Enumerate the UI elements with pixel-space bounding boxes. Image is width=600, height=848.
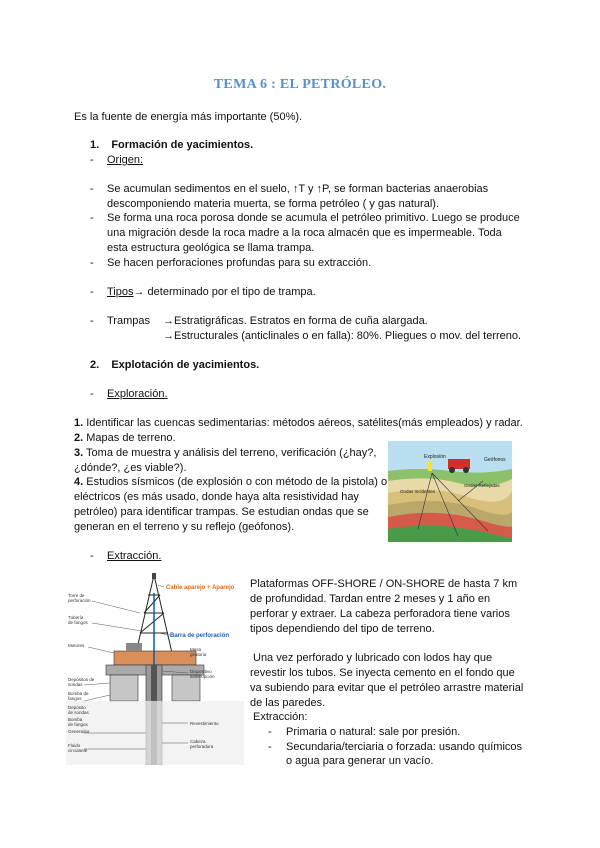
bomba-label-1: Bomba de — [68, 691, 89, 696]
extraccion-item1: Primaria o natural: sale por presión. — [286, 726, 461, 738]
cable-label: Cable aparejo + Aparejo — [166, 585, 235, 591]
barra-label: Barra de perforación — [170, 633, 230, 639]
dash: - — [90, 212, 94, 224]
explosion-label: Explosión — [424, 454, 446, 460]
section1-heading — [90, 138, 253, 153]
bullet2-line3: esta estructura geológica se llama trampa. — [107, 242, 315, 254]
bullet3: Se hacen perforaciones profundas para su extracción. — [107, 257, 372, 269]
extraccion-label: Extracción. — [107, 550, 162, 562]
intro-text: Es la fuente de energía más importante (50%). — [74, 111, 303, 123]
oil-rig-illustration — [66, 573, 244, 765]
dash: - — [90, 550, 94, 562]
bullet2-line1: Se forma una roca porosa donde se acumula el petróleo primitivo. Luego se produce — [107, 212, 520, 224]
section2-heading — [90, 358, 259, 373]
geofonos-label: Geófonos — [484, 457, 506, 463]
item4-line3: petróleo) para identificar trampas. Se estudian ondas que se — [74, 506, 369, 518]
item3-text: Toma de muestra y análisis del terreno, verificación (¿hay?, — [83, 447, 377, 459]
section2-title: Explotación de yacimientos. — [111, 359, 260, 371]
depositos-label-2: sondas — [68, 682, 83, 687]
tipos-label: Tipos — [107, 286, 134, 298]
depositos-label-1: Depósitos de — [68, 677, 95, 682]
item1 — [74, 416, 523, 431]
cabeza-label-2: perforadora — [190, 744, 214, 749]
reflejadas-label: Ondas Reflejadas — [464, 483, 500, 488]
bullet1-line1: Se acumulan sedimentos en el suelo, ↑T y ↑P, se forman bacterias anaerobias — [107, 183, 489, 195]
dash: - — [90, 388, 94, 400]
tuberia-label-1: Tubería — [68, 615, 84, 620]
dispositivo-label-1: Dispositivo — [190, 669, 212, 674]
p2-line1: Una vez perforado y lubricado con lodos hay que — [253, 652, 493, 664]
item3-line1 — [74, 446, 376, 461]
item2 — [74, 431, 176, 446]
section1-title: Formación de yacimientos. — [111, 139, 254, 151]
item2-num: 2. — [74, 432, 84, 444]
item4-line4: generan en el terreno y su reflejo (geófonos). — [74, 521, 295, 533]
item4-num: 4. — [74, 476, 84, 488]
p3-label: Extracción: — [253, 711, 308, 723]
seismic-survey-illustration — [388, 441, 512, 542]
dash: - — [90, 183, 94, 195]
item2-text: Mapas de terreno. — [83, 432, 176, 444]
item3-num: 3. — [74, 447, 84, 459]
bullet1-line2: descomponiendo materia muerta, se forma petróleo ( y gas natural). — [107, 198, 439, 210]
dash: - — [268, 726, 272, 738]
cabeza-label-1: Cabeza — [190, 739, 206, 744]
mesa-label-2: giratoria — [190, 652, 207, 657]
incidentes-label: Ondas Incidentes — [400, 489, 436, 494]
section1-number: 1. — [90, 139, 100, 151]
dash: - — [90, 257, 94, 269]
item3-line2: ¿dónde?, ¿es viable?). — [74, 462, 187, 474]
torre-label-1: Torre de — [68, 593, 85, 598]
bomba2-label-1: Bomba — [68, 717, 83, 722]
trampas-line1: →Estratigráficas. Estratos en forma de cuña alargada. — [163, 315, 428, 327]
p1-line2: de profundidad. Tardan entre 2 meses y 1 año en — [250, 593, 491, 605]
bullet2-line2: una migración desde la roca madre a la roca almacén que es impermeable. Toda — [107, 227, 502, 239]
sondas-label-2: de sondas — [68, 710, 89, 715]
p1-line4: tipos dependiendo del tipo de terreno. — [250, 623, 435, 635]
dispositivo-label-2: antierupción — [190, 674, 215, 679]
tipos-rest: → determinado por el tipo de trampa. — [133, 286, 316, 298]
exploracion-label: Exploración. — [107, 388, 168, 400]
item1-num: 1. — [74, 417, 84, 429]
revestimiento-label: Revestimiento — [190, 721, 219, 726]
dash: - — [90, 315, 94, 327]
torre-label-2: perforación — [68, 598, 91, 603]
item4-line2: eléctricos (es más usado, donde haya alta resistividad hay — [74, 491, 359, 503]
dash: - — [90, 286, 94, 298]
section2-number: 2. — [90, 359, 100, 371]
p2-line3: va subiendo para evitar que el petróleo arrastre material — [250, 682, 524, 694]
bomba-label-2: fangos — [68, 696, 82, 701]
sondas-label-1: Depósito — [68, 705, 86, 710]
extraccion-item2-line2: o agua para generar un vacío. — [286, 755, 434, 767]
tuberia-label-2: de fangos — [68, 620, 88, 625]
dash: - — [268, 741, 272, 753]
fluido-label-1: Fluido — [68, 743, 81, 748]
item4-line1 — [74, 475, 387, 490]
bomba2-label-2: de fangos — [68, 722, 88, 727]
tipos-line — [107, 285, 316, 300]
item1-text: Identificar las cuencas sedimentarias: métodos aéreos, satélites(más empleados) y radar. — [83, 417, 523, 429]
p2-line4: de las paredes. — [250, 697, 326, 709]
motores-label: Motores — [68, 643, 85, 648]
extraccion-item2-line1: Secundaria/terciaria o forzada: usando químicos — [286, 741, 523, 753]
page-title: TEMA 6 : EL PETRÓLEO. — [213, 77, 387, 92]
generador-label: Generador — [68, 729, 90, 734]
fluido-label-2: circulante — [68, 748, 88, 753]
trampas-line2: →Estructurales (anticlinales o en falla): 80%. Pliegues o mov. del terreno. — [163, 330, 522, 342]
p2-line2: revestir los tubos. Se inyecta cemento en el fondo que — [250, 667, 515, 679]
p1-line3: perforar y extraer. La cabeza perforadora tiene varios — [250, 608, 510, 620]
p1-line1: Plataformas OFF-SHORE / ON-SHORE de hasta 7 km — [250, 578, 518, 590]
item4-text: Estudios sísmicos (de explosión o con método de la pistola) o — [83, 476, 388, 488]
trampas-label: Trampas — [107, 315, 150, 327]
dash: - — [90, 154, 94, 166]
origen-label: Origen: — [107, 154, 144, 166]
mesa-label-1: Mesa — [190, 647, 202, 652]
